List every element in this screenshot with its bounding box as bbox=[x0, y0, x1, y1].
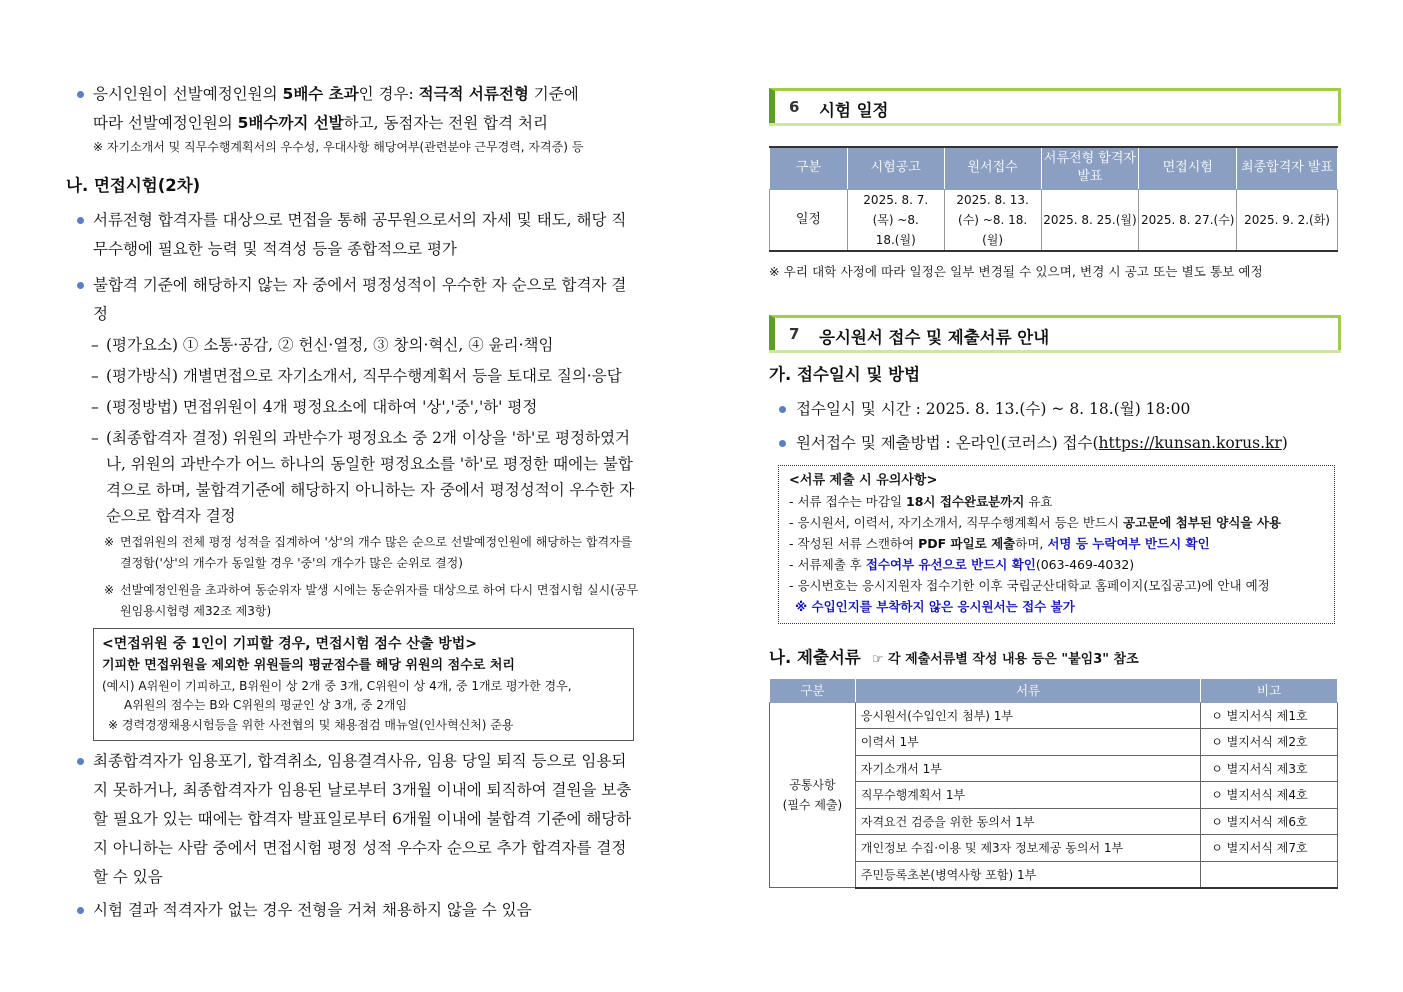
table-header: 구분 bbox=[770, 678, 856, 702]
table-row bbox=[770, 702, 1338, 729]
recusal-example-1: (예시) A위원이 기피하고, B위원이 상 2개 중 3개, C위원이 상 4개, 중 1개로 평가한 경우, bbox=[102, 679, 572, 693]
bullet-dot-icon bbox=[77, 282, 84, 289]
table-cell: 개인정보 수집·이용 및 제3자 정보제공 동의서 1부 bbox=[855, 835, 1200, 862]
table-cell: ㅇ 별지서식 제3호 bbox=[1201, 755, 1338, 782]
table-header: 면접시험 bbox=[1139, 147, 1237, 189]
table-cell: ㅇ 별지서식 제1호 bbox=[1201, 702, 1338, 729]
heading-application: 가. 접수일시 및 방법 bbox=[769, 364, 921, 384]
table-cell: 이력서 1부 bbox=[855, 729, 1200, 756]
bullet-dot-icon bbox=[77, 91, 84, 98]
note-tally-method: ※ 면접위원의 전체 평정 성적을 집계하여 '상'의 개수 많은 순으로 선발예정인원에 해당하는 합격자를 결정함('상'의 개수가 동일할 경우 '중'의 개수가 많은 순위로 결정) bbox=[104, 535, 633, 570]
heading-documents: 나. 제출서류 ☞ 각 제출서류별 작성 내용 등은 "붙임3" 참조 bbox=[769, 647, 1139, 667]
recusal-box-title: <면접위원 중 1인이 기피할 경우, 면접시험 점수 산출 방법> bbox=[102, 636, 478, 652]
bullet-application-period: 접수일시 및 시간 : 2025. 8. 13.(수) ~ 8. 18.(월) 18:00 bbox=[769, 397, 1341, 421]
schedule-change-note: ※ 우리 대학 사정에 따라 일정은 일부 변경될 수 있으며, 변경 시 공고 또는 별도 통보 예정 bbox=[769, 263, 1263, 279]
table-header: 비고 bbox=[1201, 678, 1338, 702]
caution-stamp-note: ※ 수입인지를 부착하지 않은 응시원서는 접수 불가 bbox=[795, 598, 1075, 614]
table-cell: ㅇ 별지서식 제7호 bbox=[1201, 835, 1338, 862]
note-tie-reinterview: ※ 선발예정인원을 초과하여 동순위자 발생 시에는 동순위자를 대상으로 하여 다시 면접시험 실시(공무원임용시험령 제32조 제3항) bbox=[104, 583, 639, 618]
table-row bbox=[770, 189, 1338, 251]
table-cell: 직무수행계획서 1부 bbox=[855, 782, 1200, 809]
korus-link[interactable]: https://kunsan.korus.kr bbox=[1098, 433, 1282, 452]
recusal-score-box bbox=[93, 628, 634, 741]
bullet-dot-icon bbox=[779, 406, 786, 413]
table-row bbox=[770, 808, 1338, 835]
table-cell: 일정 bbox=[770, 189, 848, 251]
bullet-dot-icon bbox=[779, 440, 786, 447]
recusal-reference: ※ 경력경쟁채용시험등을 위한 사전협의 및 채용점검 매뉴얼(인사혁신처) 준용 bbox=[108, 718, 514, 732]
table-header-row bbox=[770, 147, 1338, 189]
left-column bbox=[66, 80, 641, 925]
table-header: 최종합격자 발표 bbox=[1237, 147, 1338, 189]
table-cell: 주민등록초본(병역사항 포함) 1부 bbox=[855, 861, 1200, 888]
table-cell: 2025. 8. 25.(월) bbox=[1041, 189, 1139, 251]
heading-interview: 나. 면접시험(2차) bbox=[66, 176, 201, 195]
right-column bbox=[769, 88, 1341, 889]
recusal-example-2: A위원의 점수는 B와 C위원의 평균인 상 3개, 중 2개임 bbox=[124, 698, 408, 712]
table-cell: 자격요건 검증을 위한 동의서 1부 bbox=[855, 808, 1200, 835]
table-header: 서류전형 합격자 발표 bbox=[1041, 147, 1139, 189]
section-title: 시험 일정 bbox=[819, 101, 889, 120]
table-row bbox=[770, 861, 1338, 888]
submission-caution-box bbox=[778, 465, 1335, 624]
table-cell bbox=[1201, 861, 1338, 888]
dash-eval-method: – (평가방식) 개별면접으로 자기소개서, 직무수행계획서 등을 토대로 질의·응답 bbox=[91, 367, 622, 385]
caution-line: - 작성된 서류 스캔하여 PDF 파일로 제출하며, 서명 등 누락여부 반드시 확인 bbox=[789, 535, 1210, 551]
dash-eval-elements: – (평가요소) ① 소통·공감, ② 헌신·열정, ③ 창의·혁신, ④ 윤리·책임 bbox=[91, 336, 554, 354]
table-header-row bbox=[770, 678, 1338, 702]
table-header: 시험공고 bbox=[847, 147, 944, 189]
bullet-application-method: 원서접수 및 제출방법 : 온라인(코러스) 접수(https://kunsan.korus.kr) bbox=[769, 431, 1341, 455]
table-row bbox=[770, 729, 1338, 756]
table-cell: 2025. 9. 2.(화) bbox=[1237, 189, 1338, 251]
section-number: 7 bbox=[789, 324, 800, 343]
table-header: 구분 bbox=[770, 147, 848, 189]
dash-final-decision: – (최종합격자 결정) 위원의 과반수가 평정요소 중 2개 이상을 '하'로 평정하였거나, 위원의 과반수가 어느 하나의 동일한 평정요소를 '하'로 평정한 때에는 불합격으로 하며, 불합격기준에 해당하지 아니하는 자 중에서 평정성적이 우수한 자 순으로 합격자 결정 bbox=[91, 429, 635, 525]
bullet-dot-icon bbox=[77, 907, 84, 914]
caution-line: - 응시번호는 응시지원자 접수기한 이후 국립군산대학교 홈페이지(모집공고)에 안내 예정 bbox=[789, 577, 1270, 593]
bullet-5x-selection: 응시인원이 선발예정인원의 5배수 초과인 경우: 적극적 서류전형 기준에 따라 선발예정인원의 5배수까지 선발하고, 동점자는 전원 합격 처리 bbox=[66, 80, 641, 138]
table-header: 서류 bbox=[855, 678, 1200, 702]
table-cell: 2025. 8. 27.(수) bbox=[1139, 189, 1237, 251]
section-number: 6 bbox=[789, 98, 800, 116]
bullet-no-eligible: 시험 결과 적격자가 없는 경우 전형을 거쳐 채용하지 않을 수 있음 bbox=[66, 896, 641, 925]
section-7-header bbox=[769, 315, 1341, 353]
table-row bbox=[770, 755, 1338, 782]
bullet-additional-pass: 최종합격자가 임용포기, 합격취소, 임용결격사유, 임용 당일 퇴직 등으로 임용되지 못하거나, 최종합격자가 임용된 날로부터 3개월 이내에 퇴직하여 결원을 보충할 필요가 있는 때에는 합격자 발표일로부터 6개월 이내에 불합격 기준에 해당하지 아니하는 사람 중에서 면접시험 평정 성적 우수자 순으로 추가 합격자를 결정할 수 있음 bbox=[66, 747, 641, 892]
section-6-header bbox=[769, 88, 1341, 126]
caution-title: <서류 제출 시 유의사항> bbox=[789, 472, 938, 488]
exam-schedule-table bbox=[769, 146, 1338, 252]
group-cell: 공통사항 (필수 제출) bbox=[770, 702, 856, 888]
dash-rating-method: – (평정방법) 면접위원이 4개 평정요소에 대하여 '상','중','하' 평정 bbox=[91, 398, 538, 416]
table-cell: 2025. 8. 13.(수) ~8. 18.(월) bbox=[944, 189, 1041, 251]
table-cell: 자기소개서 1부 bbox=[855, 755, 1200, 782]
recusal-rule: 기피한 면접위원을 제외한 위원들의 평균점수를 해당 위원의 점수로 처리 bbox=[102, 658, 515, 673]
table-cell: ㅇ 별지서식 제6호 bbox=[1201, 808, 1338, 835]
section-title: 응시원서 접수 및 제출서류 안내 bbox=[819, 327, 1050, 347]
table-row bbox=[770, 835, 1338, 862]
caution-line: - 서류제출 후 접수여부 유선으로 반드시 확인(063-469-4032) bbox=[789, 556, 1135, 572]
table-cell: ㅇ 별지서식 제2호 bbox=[1201, 729, 1338, 756]
table-cell: 2025. 8. 7.(목) ~8. 18.(월) bbox=[847, 189, 944, 251]
bullet-dot-icon bbox=[77, 758, 84, 765]
table-header: 원서접수 bbox=[944, 147, 1041, 189]
caution-line: - 서류 접수는 마감일 18시 접수완료분까지 유효 bbox=[789, 493, 1053, 509]
table-row bbox=[770, 782, 1338, 809]
required-documents-table bbox=[769, 678, 1338, 889]
table-cell: ㅇ 별지서식 제4호 bbox=[1201, 782, 1338, 809]
bullet-dot-icon bbox=[77, 217, 84, 224]
table-cell: 응시원서(수입인지 첨부) 1부 bbox=[855, 702, 1200, 729]
bullet-interview-purpose: 서류전형 합격자를 대상으로 면접을 통해 공무원으로서의 자세 및 태도, 해당 직무수행에 필요한 능력 및 적격성 등을 종합적으로 평가 bbox=[66, 206, 641, 264]
note-evaluation-criteria: ※ 자기소개서 및 직무수행계획서의 우수성, 우대사항 해당여부(관련분야 근무경력, 자격증) 등 bbox=[93, 140, 584, 154]
bullet-pass-decision: 불합격 기준에 해당하지 않는 자 중에서 평정성적이 우수한 자 순으로 합격자 결정 bbox=[66, 271, 641, 329]
caution-line: - 응시원서, 이력서, 자기소개서, 직무수행계획서 등은 반드시 공고문에 첨부된 양식을 사용 bbox=[789, 514, 1282, 530]
